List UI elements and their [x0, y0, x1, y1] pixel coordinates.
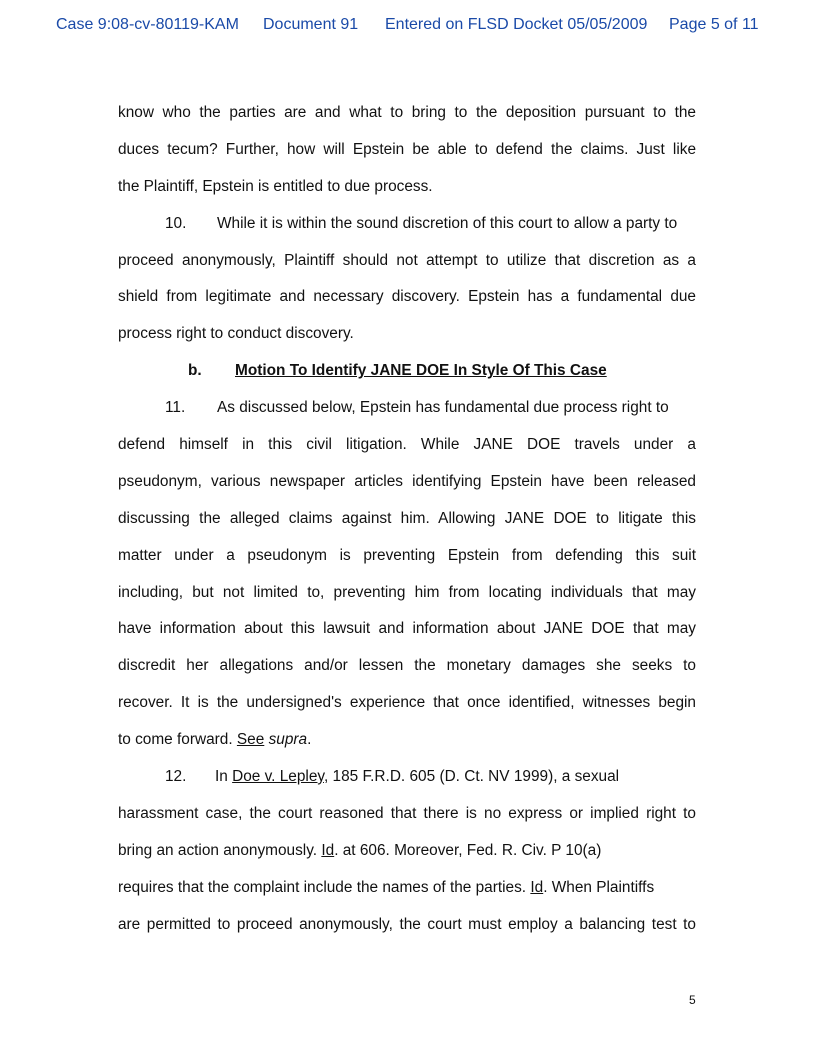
text-segment: requires that the complaint include the names of the parties.	[118, 878, 531, 896]
text-line: discredit her allegations and/or lessen the monetary damages she seeks to	[118, 657, 696, 675]
paragraph-12-first-line	[118, 759, 696, 796]
text-line: recover. It is the undersigned's experience that once identified, witnesses begin	[118, 694, 696, 712]
text-line: including, but not limited to, preventing him from locating individuals that may	[118, 583, 696, 601]
text-line	[118, 722, 696, 759]
document-number: Document 91	[263, 16, 359, 33]
text-line: the Plaintiff, Epstein is entitled to due process.	[118, 177, 433, 195]
citation-italic: supra	[264, 731, 308, 749]
section-heading	[118, 353, 696, 390]
text-segment: , 185 F.R.D. 605 (D. Ct. NV 1999), a sexual	[323, 768, 620, 786]
paragraph-number: 10.	[165, 214, 187, 232]
page-of-total: Page 5 of 11	[669, 16, 759, 33]
page-number: 5	[689, 993, 696, 1007]
text-line: duces tecum? Further, how will Epstein be able to defend the claims. Just like	[118, 140, 696, 158]
text-line: know who the parties are and what to bring to the deposition pursuant to the	[118, 104, 696, 121]
text-segment: bring an action anonymously.	[118, 841, 322, 859]
text-line: defend himself in this civil litigation. While JANE DOE travels under a	[118, 436, 696, 454]
paragraph-number: 12.	[165, 768, 187, 786]
paragraph-10-first-line	[118, 206, 696, 243]
text-segment: . at 606. Moreover, Fed. R. Civ. P 10(a)	[334, 841, 602, 859]
id-citation: Id	[321, 841, 335, 859]
citation-signal: See	[236, 731, 265, 749]
text-line: harassment case, the court reasoned that there is no express or implied right to	[118, 804, 696, 822]
text-line	[118, 870, 696, 907]
text-segment: While it is within the sound discretion of this court to allow a party to	[217, 214, 678, 232]
id-citation: Id	[530, 878, 544, 896]
case-number: Case 9:08-cv-80119-KAM	[56, 16, 239, 33]
paragraph-number: 11.	[165, 399, 186, 417]
text-line: discussing the alleged claims against him. Allowing JANE DOE to litigate this	[118, 509, 696, 527]
text-segment: to come forward.	[118, 731, 237, 749]
text-segment: .	[307, 731, 312, 749]
text-segment: As discussed below, Epstein has fundamental due process right to	[217, 399, 669, 417]
text-line	[118, 833, 696, 870]
case-citation: Doe v. Lepley	[232, 768, 324, 786]
text-segment: In	[215, 768, 233, 786]
text-line: pseudonym, various newspaper articles identifying Epstein have been released	[118, 472, 696, 490]
text-segment: . When Plaintiffs	[543, 878, 655, 896]
text-line: process right to conduct discovery.	[118, 325, 354, 343]
text-line: have information about this lawsuit and information about JANE DOE that may	[118, 620, 696, 638]
docket-entry-date: Entered on FLSD Docket 05/05/2009	[385, 16, 648, 33]
text-line: proceed anonymously, Plaintiff should not attempt to utilize that discretion as a	[118, 251, 696, 269]
document-body	[118, 95, 696, 943]
paragraph-11-first-line	[118, 390, 696, 427]
text-line: matter under a pseudonym is preventing Epstein from defending this suit	[118, 546, 696, 564]
text-line: are permitted to proceed anonymously, the court must employ a balancing test to	[118, 915, 696, 933]
section-title: Motion To Identify JANE DOE In Style Of This Case	[235, 362, 607, 380]
text-line: shield from legitimate and necessary discovery. Epstein has a fundamental due	[118, 288, 696, 306]
section-label: b.	[188, 362, 202, 380]
